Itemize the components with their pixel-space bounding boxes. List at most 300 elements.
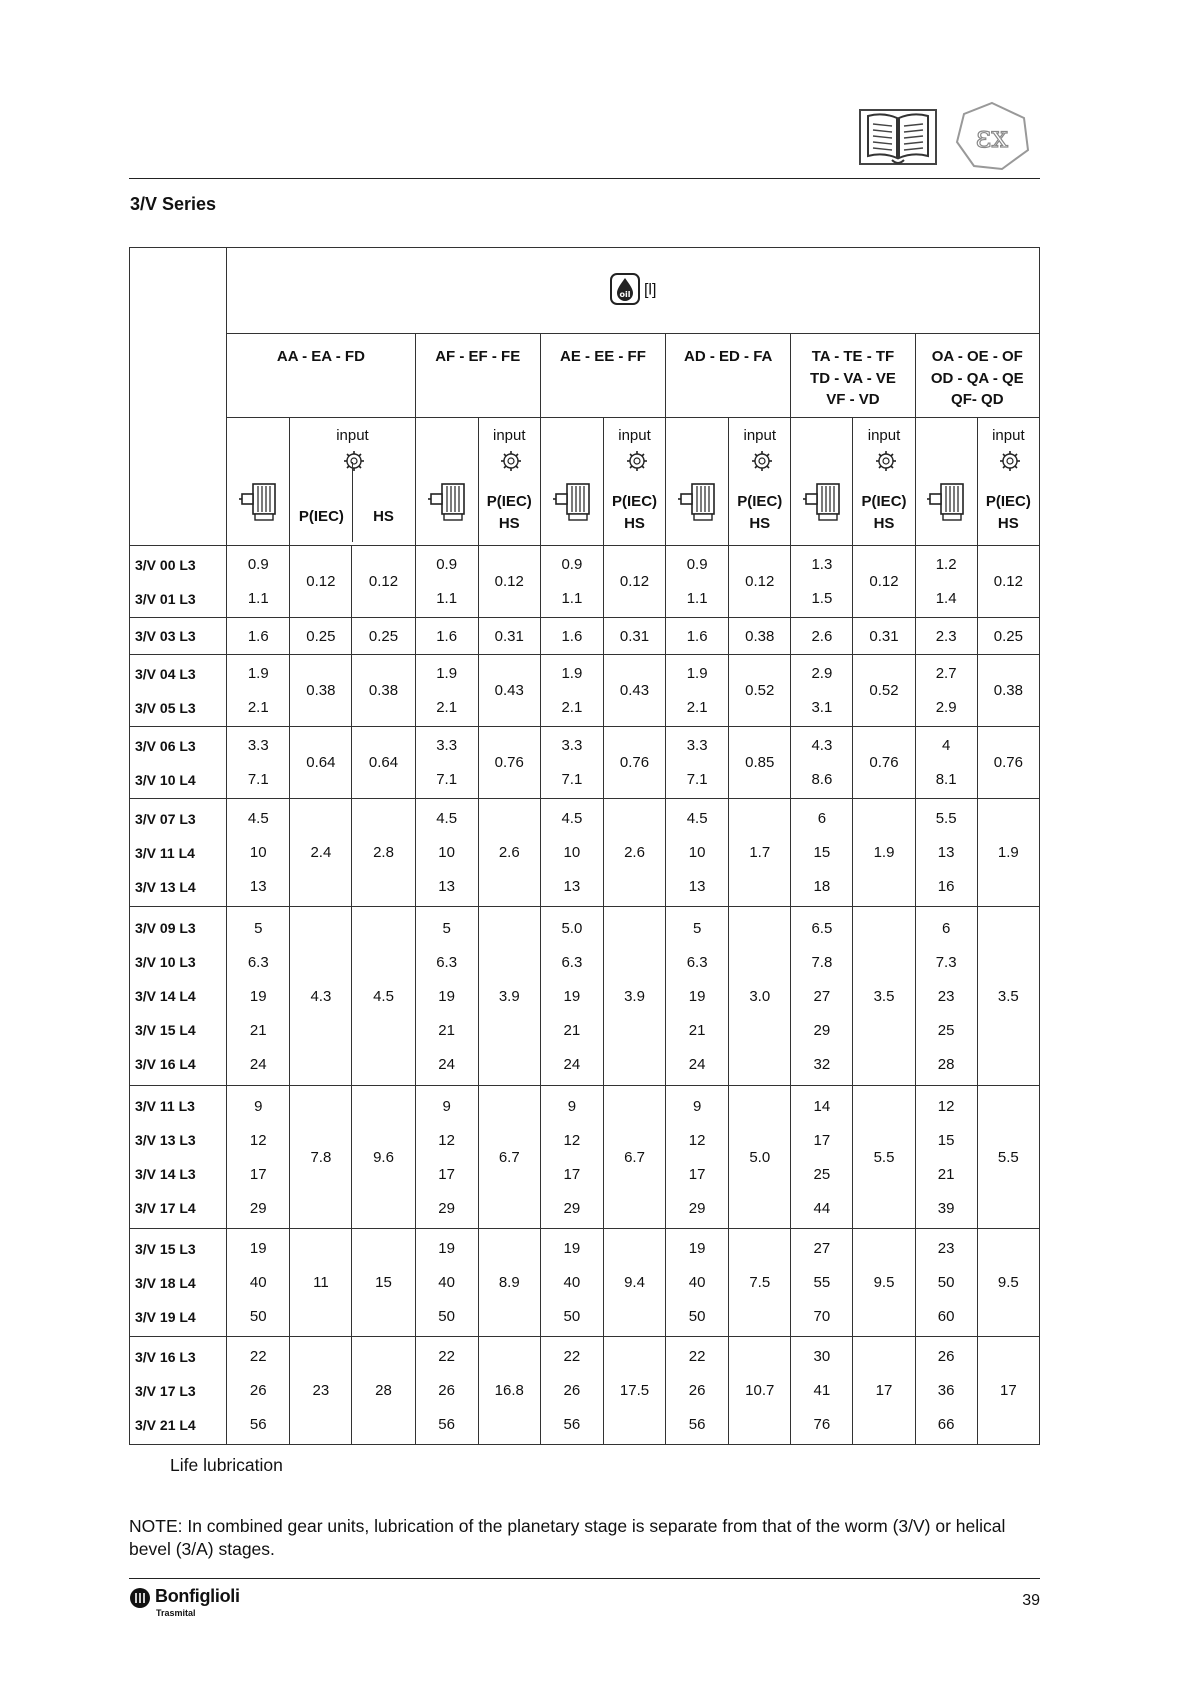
motor-value-cell xyxy=(791,727,853,799)
input-value-cell: 0.12 xyxy=(352,546,415,618)
motor-value: 5.0 xyxy=(561,919,583,937)
model-name: 3/V 15 L3 xyxy=(135,1240,196,1257)
motor-value: 21 xyxy=(937,1165,955,1183)
motor-value: 2.1 xyxy=(561,699,583,717)
input-value-cell: 1.9 xyxy=(853,799,915,907)
input-value-cell: 17.5 xyxy=(603,1337,665,1445)
model-name: 3/V 17 L3 xyxy=(135,1382,196,1399)
motor-value: 1.9 xyxy=(561,665,583,683)
motor-value: 40 xyxy=(249,1274,267,1292)
input-header-cell xyxy=(478,417,540,546)
motor-value: 21 xyxy=(249,1021,267,1039)
motor-value-cell xyxy=(415,727,478,799)
input-value-cell: 17 xyxy=(853,1337,915,1445)
input-value-cell: 0.38 xyxy=(977,654,1039,726)
atex-ex-icon xyxy=(952,100,1032,172)
motor-value: 12 xyxy=(688,1131,706,1149)
motor-value: 1.9 xyxy=(247,665,269,683)
motor-value: 12 xyxy=(249,1131,267,1149)
motor-value-cell xyxy=(791,799,853,907)
motor-value-cell xyxy=(540,1337,603,1445)
motor-mount-cell xyxy=(227,417,290,546)
input-value-cell: 2.6 xyxy=(478,799,540,907)
motor-value: 26 xyxy=(563,1382,581,1400)
input-value-cell: 0.12 xyxy=(729,546,791,618)
motor-value: 14 xyxy=(813,1097,831,1115)
motor-value-cell xyxy=(915,727,977,799)
corner-cell xyxy=(130,248,227,546)
model-name: 3/V 06 L3 xyxy=(135,737,196,754)
motor-value-cell xyxy=(915,1229,977,1337)
motor-value-cell xyxy=(666,546,729,618)
input-value-cell: 3.5 xyxy=(977,907,1039,1086)
input-value-cell: 0.31 xyxy=(478,618,540,655)
input-value-cell: 3.9 xyxy=(603,907,665,1086)
input-value-cell: 10.7 xyxy=(729,1337,791,1445)
motor-value: 2.1 xyxy=(686,699,708,717)
svg-text:εx: εx xyxy=(975,120,1009,155)
motor-value: 76 xyxy=(813,1416,831,1434)
motor-value: 26 xyxy=(688,1382,706,1400)
input-label: input xyxy=(743,427,777,445)
input-value-cell: 1.7 xyxy=(729,799,791,907)
input-value-cell: 7.5 xyxy=(729,1229,791,1337)
motor-value: 2.1 xyxy=(247,699,269,717)
motor-value-cell xyxy=(666,1086,729,1229)
motor-value-cell xyxy=(666,1337,729,1445)
motor-value: 0.9 xyxy=(686,556,708,574)
motor-value-cell xyxy=(415,618,478,655)
motor-value: 13 xyxy=(249,878,267,896)
motor-value: 27 xyxy=(813,1240,831,1258)
input-value-cell: 0.43 xyxy=(603,654,665,726)
table-row xyxy=(130,907,1040,1086)
motor-value: 2.9 xyxy=(811,665,833,683)
life-lubrication-note: Life lubrication xyxy=(170,1455,283,1475)
input-value-cell: 0.85 xyxy=(729,727,791,799)
input-value-cell: 0.25 xyxy=(977,618,1039,655)
motor-value: 1.6 xyxy=(436,627,458,645)
motor-value-cell xyxy=(227,727,290,799)
motor-value: 50 xyxy=(249,1308,267,1326)
motor-value: 13 xyxy=(688,878,706,896)
motor-value: 21 xyxy=(563,1021,581,1039)
p-iec-hs-label: P(IEC) HS xyxy=(486,492,532,532)
input-value-cell: 0.76 xyxy=(603,727,665,799)
input-gear-icon xyxy=(627,450,647,475)
motor-value: 22 xyxy=(438,1348,455,1366)
motor-value: 24 xyxy=(438,1055,455,1073)
motor-value: 17 xyxy=(438,1165,455,1183)
model-name: 3/V 11 L4 xyxy=(135,844,195,861)
table-row xyxy=(130,799,1040,907)
input-value-cell: 0.38 xyxy=(290,654,352,726)
motor-value: 28 xyxy=(937,1055,955,1073)
motor-value-cell xyxy=(540,799,603,907)
table-row xyxy=(130,727,1040,799)
input-header-cell xyxy=(977,417,1039,546)
motor-value: 29 xyxy=(813,1021,831,1039)
motor-value: 5 xyxy=(442,919,451,937)
motor-value: 32 xyxy=(813,1055,831,1073)
motor-mount-cell xyxy=(540,417,603,546)
input-value-cell: 0.52 xyxy=(729,654,791,726)
motor-value: 19 xyxy=(249,987,267,1005)
motor-value: 17 xyxy=(563,1165,581,1183)
motor-value: 4 xyxy=(941,737,951,755)
input-value-cell: 9.4 xyxy=(603,1229,665,1337)
motor-value: 10 xyxy=(688,844,706,862)
motor-value-cell xyxy=(227,799,290,907)
motor-value: 13 xyxy=(937,844,955,862)
motor-value: 36 xyxy=(937,1382,955,1400)
motor-value-cell xyxy=(666,618,729,655)
model-name: 3/V 21 L4 xyxy=(135,1416,196,1433)
model-name: 3/V 16 L4 xyxy=(135,1056,196,1073)
motor-value: 56 xyxy=(688,1416,706,1434)
input-label: input xyxy=(493,427,526,445)
motor-value: 7.1 xyxy=(436,771,458,789)
input-gear-icon xyxy=(344,450,364,475)
input-value-cell: 0.25 xyxy=(352,618,415,655)
motor-value-cell xyxy=(666,727,729,799)
motor-value: 17 xyxy=(688,1165,706,1183)
motor-value: 26 xyxy=(937,1348,955,1366)
motor-value: 15 xyxy=(937,1131,955,1149)
input-value-cell: 2.4 xyxy=(290,799,352,907)
lubricant-quantity-table xyxy=(129,247,1040,1445)
motor-value: 2.7 xyxy=(935,665,957,683)
motor-value: 22 xyxy=(563,1348,581,1366)
motor-value: 19 xyxy=(563,1240,581,1258)
model-name: 3/V 11 L3 xyxy=(135,1098,195,1115)
motor-value-cell xyxy=(227,654,290,726)
motor-value-cell xyxy=(791,1337,853,1445)
planetary-note: NOTE: In combined gear units, lubrication of the planetary stage is separate from that of the worm (3/V) or helical bevel (3/A) stages. xyxy=(129,1516,1006,1559)
motor-value-cell xyxy=(791,618,853,655)
motor-value-cell xyxy=(915,1086,977,1229)
motor-value: 21 xyxy=(438,1021,455,1039)
p-iec-hs-label: P(IEC) HS xyxy=(985,492,1031,532)
table-row xyxy=(130,1086,1040,1229)
input-value-cell: 0.12 xyxy=(853,546,915,618)
oil-drop-icon xyxy=(610,273,640,308)
motor-value: 1.1 xyxy=(686,590,708,608)
input-value-cell: 3.5 xyxy=(853,907,915,1086)
input-value-cell: 0.43 xyxy=(478,654,540,726)
input-value-cell: 0.64 xyxy=(290,727,352,799)
input-value-cell: 0.12 xyxy=(603,546,665,618)
model-name: 3/V 19 L4 xyxy=(135,1308,196,1325)
page-number: 39 xyxy=(1022,1592,1040,1609)
input-value-cell: 16.8 xyxy=(478,1337,540,1445)
model-name: 3/V 01 L3 xyxy=(135,590,196,607)
motor-value-cell xyxy=(915,907,977,1086)
motor-value: 19 xyxy=(249,1240,267,1258)
motor-value: 7.1 xyxy=(561,771,583,789)
input-gear-icon xyxy=(752,450,772,475)
model-name: 3/V 13 L4 xyxy=(135,878,196,895)
motor-value: 19 xyxy=(563,987,581,1005)
motor-value: 40 xyxy=(438,1274,455,1292)
motor-value: 50 xyxy=(688,1308,706,1326)
motor-value: 13 xyxy=(563,878,581,896)
motor-value-cell xyxy=(540,1086,603,1229)
motor-value: 16 xyxy=(937,878,955,896)
motor-value: 0.9 xyxy=(247,556,269,574)
motor-value: 56 xyxy=(249,1416,267,1434)
motor-mount-cell xyxy=(915,417,977,546)
motor-value: 1.4 xyxy=(935,590,957,608)
motor-value: 25 xyxy=(813,1165,831,1183)
motor-value: 40 xyxy=(688,1274,706,1292)
motor-gearbox-icon xyxy=(239,482,277,525)
input-gear-icon xyxy=(1000,450,1020,475)
motor-value: 7.1 xyxy=(686,771,708,789)
input-value-cell: 5.0 xyxy=(729,1086,791,1229)
motor-value-cell xyxy=(915,799,977,907)
motor-value: 23 xyxy=(937,1240,955,1258)
motor-value: 4.5 xyxy=(561,810,583,828)
motor-value: 9 xyxy=(692,1097,702,1115)
motor-value-cell xyxy=(666,1229,729,1337)
motor-value-cell xyxy=(415,546,478,618)
motor-value: 4.5 xyxy=(247,810,269,828)
input-value-cell: 28 xyxy=(352,1337,415,1445)
model-cell xyxy=(130,907,227,1086)
input-value-cell: 15 xyxy=(352,1229,415,1337)
input-label: input xyxy=(992,427,1025,445)
motor-mount-cell xyxy=(415,417,478,546)
motor-value: 1.5 xyxy=(811,590,833,608)
motor-value: 44 xyxy=(813,1199,831,1217)
input-value-cell: 0.12 xyxy=(977,546,1039,618)
motor-value: 12 xyxy=(438,1131,455,1149)
motor-value: 70 xyxy=(813,1308,831,1326)
motor-value: 10 xyxy=(438,844,455,862)
model-cell xyxy=(130,1229,227,1337)
motor-value-cell xyxy=(415,1086,478,1229)
motor-value: 26 xyxy=(438,1382,455,1400)
motor-value-cell xyxy=(791,546,853,618)
model-name: 3/V 09 L3 xyxy=(135,920,196,937)
motor-value: 19 xyxy=(438,1240,455,1258)
motor-value: 3.3 xyxy=(561,737,583,755)
model-name: 3/V 05 L3 xyxy=(135,699,196,716)
motor-gearbox-icon xyxy=(803,482,841,525)
input-value-cell: 23 xyxy=(290,1337,352,1445)
group-header: AE - EE - FF xyxy=(540,333,665,417)
motor-value-cell xyxy=(791,654,853,726)
motor-value: 29 xyxy=(438,1199,455,1217)
table-row xyxy=(130,618,1040,655)
input-value-cell: 0.12 xyxy=(478,546,540,618)
input-value-cell: 2.8 xyxy=(352,799,415,907)
motor-value: 1.3 xyxy=(811,556,833,574)
model-name: 3/V 14 L4 xyxy=(135,988,196,1005)
oil-unit-label: [l] xyxy=(643,281,657,299)
motor-value: 19 xyxy=(688,1240,706,1258)
motor-value: 6.3 xyxy=(686,953,708,971)
model-name: 3/V 17 L4 xyxy=(135,1200,196,1217)
motor-value-cell xyxy=(791,1086,853,1229)
motor-value: 41 xyxy=(813,1382,831,1400)
svg-text:oil: oil xyxy=(619,289,631,299)
motor-value: 1.6 xyxy=(247,627,269,645)
model-name: 3/V 15 L4 xyxy=(135,1022,196,1039)
motor-value: 30 xyxy=(813,1348,831,1366)
motor-gearbox-icon xyxy=(678,482,716,525)
motor-value-cell xyxy=(791,1229,853,1337)
motor-value: 25 xyxy=(937,1021,955,1039)
input-label: input xyxy=(618,427,651,445)
model-name: 3/V 10 L4 xyxy=(135,771,196,788)
motor-value-cell xyxy=(666,654,729,726)
table-row xyxy=(130,1229,1040,1337)
motor-value-cell xyxy=(540,618,603,655)
model-name: 3/V 14 L3 xyxy=(135,1166,196,1183)
motor-value: 17 xyxy=(249,1165,267,1183)
motor-value-cell xyxy=(915,618,977,655)
motor-value: 1.9 xyxy=(436,665,458,683)
group-header: AD - ED - FA xyxy=(666,333,791,417)
motor-value: 1.1 xyxy=(436,590,458,608)
motor-value: 10 xyxy=(563,844,581,862)
input-value-cell: 0.12 xyxy=(290,546,352,618)
table-row xyxy=(130,654,1040,726)
motor-value: 1.2 xyxy=(935,556,957,574)
motor-value: 8.1 xyxy=(935,771,957,789)
motor-value: 5 xyxy=(254,919,263,937)
model-cell xyxy=(130,799,227,907)
model-name: 3/V 16 L3 xyxy=(135,1348,196,1365)
motor-value: 4.3 xyxy=(811,737,833,755)
motor-value: 0.9 xyxy=(436,556,458,574)
motor-value: 3.3 xyxy=(686,737,708,755)
input-value-cell: 9.5 xyxy=(853,1229,915,1337)
input-value-cell: 1.9 xyxy=(977,799,1039,907)
p-iec-hs-label: P(IEC) HS xyxy=(861,492,907,532)
motor-value: 8.6 xyxy=(811,771,833,789)
model-name: 3/V 00 L3 xyxy=(135,556,196,573)
table-row xyxy=(130,546,1040,618)
motor-value-cell xyxy=(666,907,729,1086)
motor-value: 2.1 xyxy=(436,699,458,717)
motor-value-cell xyxy=(915,654,977,726)
motor-value-cell xyxy=(540,907,603,1086)
motor-value: 17 xyxy=(813,1131,831,1149)
motor-value: 2.6 xyxy=(811,627,833,645)
input-value-cell: 4.5 xyxy=(352,907,415,1086)
motor-value: 22 xyxy=(249,1348,267,1366)
model-name: 3/V 10 L3 xyxy=(135,954,196,971)
model-cell xyxy=(130,618,227,655)
motor-value-cell xyxy=(915,1337,977,1445)
bottom-rule xyxy=(129,1578,1040,1579)
input-value-cell: 3.9 xyxy=(478,907,540,1086)
input-header-cell xyxy=(603,417,665,546)
motor-value: 3.1 xyxy=(811,699,833,717)
motor-value-cell xyxy=(415,1229,478,1337)
motor-value-cell xyxy=(415,799,478,907)
motor-value-cell xyxy=(540,654,603,726)
model-cell xyxy=(130,1086,227,1229)
motor-value: 6 xyxy=(941,919,951,937)
input-header-cell xyxy=(853,417,915,546)
motor-value: 39 xyxy=(937,1199,955,1217)
input-value-cell: 0.52 xyxy=(853,654,915,726)
input-value-cell: 0.31 xyxy=(603,618,665,655)
motor-value-cell xyxy=(915,546,977,618)
motor-value: 1.1 xyxy=(247,590,269,608)
input-value-cell: 11 xyxy=(290,1229,352,1337)
motor-value: 1.6 xyxy=(686,627,708,645)
motor-value: 23 xyxy=(937,987,955,1005)
motor-value: 18 xyxy=(813,878,831,896)
motor-value: 15 xyxy=(813,844,831,862)
input-value-cell: 0.76 xyxy=(478,727,540,799)
motor-value: 12 xyxy=(563,1131,581,1149)
input-header-cell xyxy=(290,417,415,546)
brand-logo xyxy=(129,1585,329,1625)
motor-value-cell xyxy=(540,727,603,799)
group-header: TA - TE - TF TD - VA - VE VF - VD xyxy=(791,333,915,417)
motor-value: 2.3 xyxy=(935,627,957,645)
oil-quantity-header xyxy=(227,248,1040,334)
p-iec-hs-label: P(IEC) HS xyxy=(612,492,658,532)
motor-value-cell xyxy=(415,1337,478,1445)
motor-value: 50 xyxy=(563,1308,581,1326)
model-name: 3/V 07 L3 xyxy=(135,810,196,827)
input-value-cell: 6.7 xyxy=(603,1086,665,1229)
motor-mount-cell xyxy=(791,417,853,546)
motor-value: 22 xyxy=(688,1348,706,1366)
group-header: OA - OE - OF OD - QA - QE QF- QD xyxy=(915,333,1039,417)
input-label: input xyxy=(867,427,901,445)
input-value-cell: 0.64 xyxy=(352,727,415,799)
motor-value: 6.3 xyxy=(561,953,583,971)
motor-value-cell xyxy=(415,907,478,1086)
motor-value: 24 xyxy=(563,1055,581,1073)
input-value-cell: 0.76 xyxy=(977,727,1039,799)
input-value-cell: 5.5 xyxy=(853,1086,915,1229)
motor-value: 6 xyxy=(817,810,827,828)
motor-value: 5 xyxy=(692,919,702,937)
motor-value: 1.1 xyxy=(561,590,583,608)
brand-subname: Trasmital xyxy=(156,1608,196,1618)
brand-mark-icon xyxy=(129,1587,151,1614)
input-value-cell: 17 xyxy=(977,1337,1039,1445)
input-value-cell: 7.8 xyxy=(290,1086,352,1229)
page-title: 3/V Series xyxy=(130,194,217,214)
motor-value: 66 xyxy=(937,1416,955,1434)
input-value-cell: 0.76 xyxy=(853,727,915,799)
input-value-cell: 3.0 xyxy=(729,907,791,1086)
motor-value: 1.6 xyxy=(561,627,583,645)
table-row xyxy=(130,1337,1040,1445)
motor-gearbox-icon xyxy=(428,482,466,525)
motor-value: 13 xyxy=(438,878,455,896)
top-rule xyxy=(129,178,1040,179)
model-name: 3/V 04 L3 xyxy=(135,665,196,682)
manual-book-icon xyxy=(858,106,938,168)
motor-value-cell xyxy=(540,546,603,618)
model-name: 3/V 03 L3 xyxy=(135,628,196,645)
motor-value: 50 xyxy=(937,1274,955,1292)
motor-value: 12 xyxy=(937,1097,955,1115)
motor-value-cell xyxy=(540,1229,603,1337)
motor-value: 3.3 xyxy=(247,737,269,755)
